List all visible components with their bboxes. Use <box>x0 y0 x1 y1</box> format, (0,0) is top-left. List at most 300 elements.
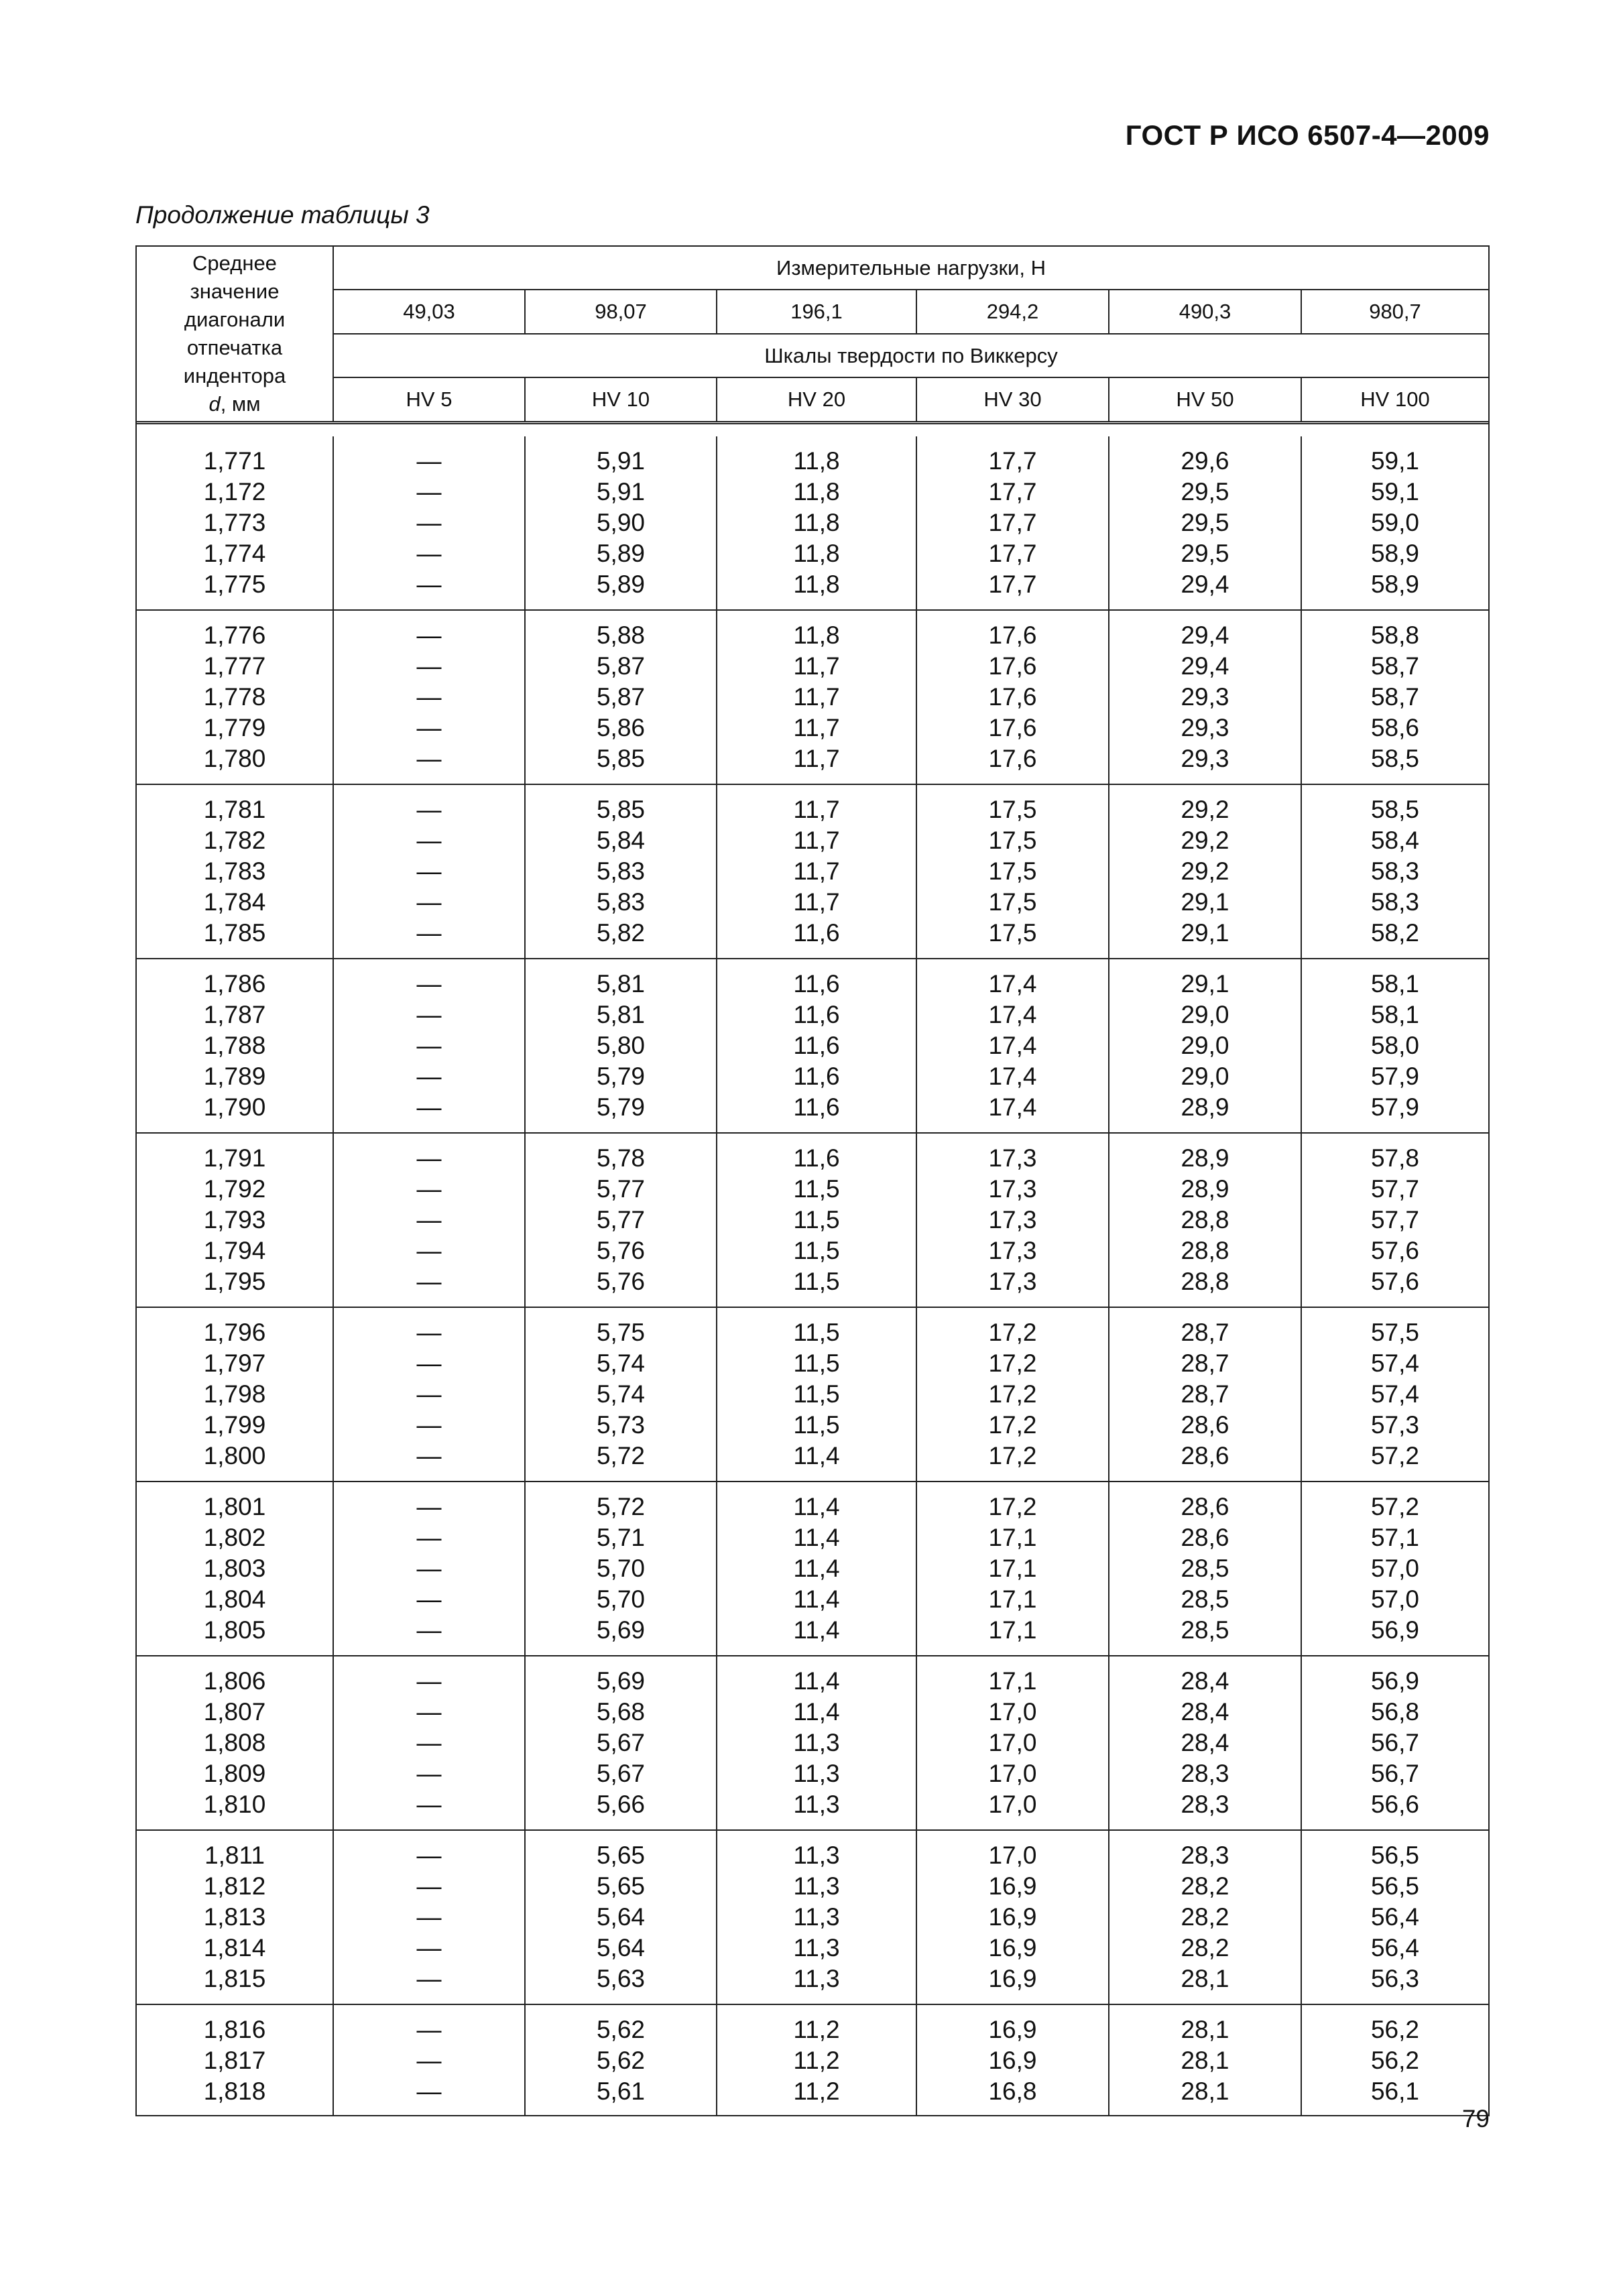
diagonal-value: 1,796 <box>203 1319 266 1346</box>
hardness-value: 5,84 <box>596 827 645 854</box>
hardness-cell <box>1301 959 1488 1133</box>
hardness-value: 28,7 <box>1181 1380 1229 1408</box>
hardness-value: 56,2 <box>1370 2016 1419 2043</box>
hardness-value: 11,6 <box>793 1032 840 1059</box>
hardness-value: 57,9 <box>1370 1093 1419 1121</box>
hardness-value: 5,72 <box>596 1493 645 1520</box>
hardness-value: 57,9 <box>1370 1063 1419 1090</box>
hardness-value: 17,2 <box>988 1442 1037 1469</box>
hardness-value: 11,4 <box>793 1667 840 1695</box>
hardness-cell <box>333 2004 525 2115</box>
hardness-value: 17,6 <box>988 652 1037 680</box>
hardness-value: 28,9 <box>1181 1093 1229 1121</box>
hardness-value: — <box>416 827 442 854</box>
diagonal-cell <box>137 1133 333 1307</box>
hardness-value: 5,76 <box>596 1268 645 1295</box>
hardness-value: 17,0 <box>988 1760 1037 1787</box>
hardness-value: 5,81 <box>596 1001 645 1028</box>
hardness-value: 11,4 <box>793 1555 840 1582</box>
hardness-value: 59,1 <box>1370 478 1419 505</box>
diagonal-value: 1,788 <box>203 1032 266 1059</box>
hardness-value: 5,65 <box>596 1872 645 1900</box>
diagonal-cell <box>137 610 333 784</box>
hardness-cell <box>1301 1830 1488 2004</box>
hardness-cell <box>1109 1830 1301 2004</box>
hardness-value: — <box>416 857 442 885</box>
scale-label: HV 30 <box>916 377 1109 422</box>
hardness-value: 11,7 <box>793 652 840 680</box>
hardness-value: 17,3 <box>988 1237 1037 1264</box>
hardness-value: 57,6 <box>1370 1237 1419 1264</box>
hardness-cell <box>916 2004 1109 2115</box>
hardness-value: 17,2 <box>988 1411 1037 1439</box>
hardness-value: 11,6 <box>793 1063 840 1090</box>
hardness-value: 11,5 <box>793 1206 840 1233</box>
hardness-value: 5,66 <box>596 1791 645 1818</box>
load-value: 196,1 <box>717 290 916 333</box>
hardness-value: 16,9 <box>988 2047 1037 2074</box>
hardness-value: 17,4 <box>988 970 1037 998</box>
hardness-cell <box>1301 1656 1488 1830</box>
hardness-cell <box>1301 2004 1488 2115</box>
hardness-cell <box>1109 436 1301 610</box>
hardness-value: 56,5 <box>1370 1841 1419 1869</box>
hardness-value: 28,2 <box>1181 1934 1229 1961</box>
hardness-cell <box>717 784 916 959</box>
hardness-value: — <box>416 1001 442 1028</box>
diagonal-value: 1,774 <box>203 540 266 567</box>
diagonal-value: 1,816 <box>203 2016 266 2043</box>
hardness-value: 11,5 <box>793 1237 840 1264</box>
hardness-value: 17,6 <box>988 714 1037 741</box>
diagonal-column-header <box>137 247 333 423</box>
hardness-value: 59,0 <box>1370 509 1419 536</box>
hardness-value: 29,3 <box>1181 683 1229 711</box>
hardness-value: 56,7 <box>1370 1760 1419 1787</box>
table-row-group <box>137 1307 1488 1482</box>
hardness-value: 5,72 <box>596 1442 645 1469</box>
hardness-value: — <box>416 1032 442 1059</box>
hardness-cell <box>916 436 1109 610</box>
hardness-value: 29,2 <box>1181 827 1229 854</box>
hardness-value: 11,6 <box>793 1001 840 1028</box>
hardness-value: 5,75 <box>596 1319 645 1346</box>
hardness-cell <box>525 1133 717 1307</box>
hardness-value: 29,0 <box>1181 1001 1229 1028</box>
hardness-value: 28,9 <box>1181 1175 1229 1203</box>
load-value: 980,7 <box>1301 290 1488 333</box>
hardness-value: 16,9 <box>988 1903 1037 1931</box>
hardness-value: — <box>416 2077 442 2105</box>
hardness-value: 17,1 <box>988 1585 1037 1613</box>
hardness-value: 56,5 <box>1370 1872 1419 1900</box>
hardness-value: 5,88 <box>596 621 645 649</box>
hardness-value: 17,6 <box>988 745 1037 772</box>
hardness-value: 58,2 <box>1370 919 1419 947</box>
hardness-value: 57,0 <box>1370 1555 1419 1582</box>
table-row-group <box>137 2004 1488 2115</box>
hardness-value: 17,4 <box>988 1063 1037 1090</box>
hardness-value: 5,67 <box>596 1760 645 1787</box>
hardness-value: 11,5 <box>793 1319 840 1346</box>
hardness-cell <box>916 1133 1109 1307</box>
hardness-value: — <box>416 1760 442 1787</box>
table-row-group <box>137 610 1488 784</box>
hardness-cell <box>333 959 525 1133</box>
hardness-value: 17,3 <box>988 1175 1037 1203</box>
hardness-value: 28,1 <box>1181 2047 1229 2074</box>
hardness-value: 28,8 <box>1181 1206 1229 1233</box>
hardness-value: 29,1 <box>1181 919 1229 947</box>
hardness-value: 11,8 <box>793 540 840 567</box>
diagonal-cell <box>137 784 333 959</box>
standard-designation: ГОСТ Р ИСО 6507-4—2009 <box>1125 119 1490 151</box>
hardness-value: 11,3 <box>793 1791 840 1818</box>
table-continuation-label: Продолжение таблицы 3 <box>135 201 430 229</box>
hardness-value: 17,4 <box>988 1093 1037 1121</box>
hardness-value: 16,9 <box>988 1965 1037 1992</box>
hardness-value: 5,83 <box>596 857 645 885</box>
hardness-value: 11,7 <box>793 796 840 823</box>
hardness-value: 5,82 <box>596 919 645 947</box>
hardness-value: 56,7 <box>1370 1729 1419 1756</box>
hardness-value: 28,6 <box>1181 1442 1229 1469</box>
hardness-value: 28,6 <box>1181 1493 1229 1520</box>
hardness-value: 11,4 <box>793 1442 840 1469</box>
hardness-value: 11,7 <box>793 683 840 711</box>
hardness-value: 28,7 <box>1181 1319 1229 1346</box>
diagonal-value: 1,807 <box>203 1698 266 1726</box>
load-value: 294,2 <box>916 290 1109 333</box>
diagonal-value: 1,787 <box>203 1001 266 1028</box>
hardness-cell <box>1301 436 1488 610</box>
hardness-value: 28,3 <box>1181 1841 1229 1869</box>
hardness-value: 17,4 <box>988 1032 1037 1059</box>
load-header: Измерительные нагрузки, Н <box>333 247 1488 290</box>
diagonal-value: 1,812 <box>203 1872 266 1900</box>
hardness-value: 29,6 <box>1181 447 1229 475</box>
hardness-cell <box>717 436 916 610</box>
hardness-cell <box>525 784 717 959</box>
hardness-value: 58,7 <box>1370 652 1419 680</box>
hardness-value: — <box>416 1268 442 1295</box>
hardness-value: — <box>416 540 442 567</box>
hardness-value: 28,3 <box>1181 1760 1229 1787</box>
hardness-value: 56,6 <box>1370 1791 1419 1818</box>
hardness-value: 11,7 <box>793 745 840 772</box>
hardness-value: 5,83 <box>596 888 645 916</box>
hardness-cell <box>1109 959 1301 1133</box>
hardness-value: 56,4 <box>1370 1903 1419 1931</box>
hardness-cell <box>916 1830 1109 2004</box>
table-row-group <box>137 1656 1488 1830</box>
hardness-value: 11,6 <box>793 1144 840 1172</box>
hardness-value: — <box>416 1493 442 1520</box>
hardness-value: 56,9 <box>1370 1667 1419 1695</box>
hardness-value: 28,6 <box>1181 1411 1229 1439</box>
table-row-group <box>137 1830 1488 2004</box>
hardness-value: — <box>416 478 442 505</box>
hardness-value: 57,4 <box>1370 1349 1419 1377</box>
diagonal-value: 1,779 <box>203 714 266 741</box>
hardness-value: — <box>416 1667 442 1695</box>
hardness-value: 56,3 <box>1370 1965 1419 1992</box>
hardness-value: 5,70 <box>596 1585 645 1613</box>
hardness-value: 57,1 <box>1370 1524 1419 1551</box>
hardness-value: 17,0 <box>988 1729 1037 1756</box>
hardness-value: — <box>416 1616 442 1644</box>
hardness-cell <box>916 610 1109 784</box>
hardness-value: 11,3 <box>793 1760 840 1787</box>
hardness-cell <box>1109 1307 1301 1482</box>
hardness-value: 5,70 <box>596 1555 645 1582</box>
hardness-value: 11,8 <box>793 478 840 505</box>
hardness-value: 29,5 <box>1181 478 1229 505</box>
hardness-value: 29,1 <box>1181 970 1229 998</box>
hardness-value: 5,69 <box>596 1667 645 1695</box>
hardness-cell <box>717 1482 916 1656</box>
hardness-value: — <box>416 1729 442 1756</box>
hardness-value: 5,89 <box>596 570 645 598</box>
hardness-value: 29,1 <box>1181 888 1229 916</box>
hardness-cell <box>525 2004 717 2115</box>
hardness-value: 57,8 <box>1370 1144 1419 1172</box>
hardness-cell <box>525 1830 717 2004</box>
hardness-value: 16,9 <box>988 1934 1037 1961</box>
hardness-value: 11,4 <box>793 1585 840 1613</box>
hardness-value: 28,1 <box>1181 1965 1229 1992</box>
diagonal-header-line: Среднее <box>192 251 277 275</box>
hardness-value: 5,62 <box>596 2047 645 2074</box>
hardness-value: 5,64 <box>596 1934 645 1961</box>
hardness-value: 17,5 <box>988 857 1037 885</box>
hardness-value: — <box>416 714 442 741</box>
scale-label: HV 5 <box>333 377 525 422</box>
diagonal-cell <box>137 1307 333 1482</box>
diagonal-value: 1,799 <box>203 1411 266 1439</box>
hardness-cell <box>1109 2004 1301 2115</box>
hardness-value: 5,86 <box>596 714 645 741</box>
hardness-value: 58,6 <box>1370 714 1419 741</box>
diagonal-value: 1,809 <box>203 1760 266 1787</box>
hardness-value: 5,77 <box>596 1175 645 1203</box>
hardness-cell <box>717 2004 916 2115</box>
hardness-cell <box>1109 784 1301 959</box>
hardness-value: 29,3 <box>1181 745 1229 772</box>
hardness-value: 11,3 <box>793 1841 840 1869</box>
diagonal-cell <box>137 2004 333 2115</box>
hardness-value: 17,6 <box>988 621 1037 649</box>
hardness-value: — <box>416 1411 442 1439</box>
hardness-value: 17,3 <box>988 1144 1037 1172</box>
hardness-value: — <box>416 1093 442 1121</box>
hardness-value: 11,3 <box>793 1872 840 1900</box>
hardness-value: 11,6 <box>793 919 840 947</box>
hardness-value: — <box>416 1555 442 1582</box>
hardness-value: 28,4 <box>1181 1729 1229 1756</box>
hardness-value: 16,8 <box>988 2077 1037 2105</box>
hardness-value: 5,85 <box>596 796 645 823</box>
diagonal-value: 1,794 <box>203 1237 266 1264</box>
hardness-cell <box>333 1656 525 1830</box>
hardness-value: 29,5 <box>1181 540 1229 567</box>
hardness-value: — <box>416 1144 442 1172</box>
hardness-cell <box>333 436 525 610</box>
hardness-cell <box>525 1307 717 1482</box>
hardness-value: 5,85 <box>596 745 645 772</box>
diagonal-value: 1,795 <box>203 1268 266 1295</box>
hardness-value: 29,3 <box>1181 714 1229 741</box>
scale-label: HV 10 <box>525 377 717 422</box>
table-row-group <box>137 959 1488 1133</box>
diagonal-header-line: индентора <box>183 364 286 387</box>
hardness-value: 28,1 <box>1181 2077 1229 2105</box>
hardness-value: 11,5 <box>793 1349 840 1377</box>
hardness-value: — <box>416 652 442 680</box>
hardness-value: — <box>416 1063 442 1090</box>
diagonal-value: 1,786 <box>203 970 266 998</box>
hardness-value: 58,5 <box>1370 745 1419 772</box>
hardness-value: 58,8 <box>1370 621 1419 649</box>
diagonal-value: 1,802 <box>203 1524 266 1551</box>
diagonal-value: 1,818 <box>203 2077 266 2105</box>
hardness-value: 17,3 <box>988 1206 1037 1233</box>
hardness-value: 11,6 <box>793 970 840 998</box>
hardness-value: 28,4 <box>1181 1667 1229 1695</box>
diagonal-header-line: отпечатка <box>186 336 283 359</box>
hardness-value: 5,73 <box>596 1411 645 1439</box>
hardness-value: 11,3 <box>793 1965 840 1992</box>
hardness-cell <box>333 610 525 784</box>
diagonal-value: 1,773 <box>203 509 266 536</box>
hardness-value: 17,7 <box>988 540 1037 567</box>
hardness-value: 11,7 <box>793 857 840 885</box>
hardness-value: 29,0 <box>1181 1032 1229 1059</box>
hardness-value: 17,2 <box>988 1380 1037 1408</box>
hardness-value: 58,7 <box>1370 683 1419 711</box>
hardness-cell <box>1109 1133 1301 1307</box>
hardness-cell <box>333 1307 525 1482</box>
hardness-value: — <box>416 1349 442 1377</box>
hardness-cell <box>916 1482 1109 1656</box>
hardness-value: 57,2 <box>1370 1442 1419 1469</box>
hardness-value: 5,61 <box>596 2077 645 2105</box>
hardness-value: — <box>416 1903 442 1931</box>
hardness-value: 5,79 <box>596 1063 645 1090</box>
hardness-cell <box>525 436 717 610</box>
hardness-value: 17,7 <box>988 509 1037 536</box>
hardness-value: 11,7 <box>793 827 840 854</box>
hardness-value: 58,1 <box>1370 1001 1419 1028</box>
hardness-value: 5,80 <box>596 1032 645 1059</box>
hardness-value: 11,8 <box>793 509 840 536</box>
hardness-value: — <box>416 919 442 947</box>
hardness-value: 57,4 <box>1370 1380 1419 1408</box>
hardness-value: 28,2 <box>1181 1903 1229 1931</box>
load-value: 49,03 <box>333 290 525 333</box>
diagonal-cell <box>137 436 333 610</box>
diagonal-value: 1,778 <box>203 683 266 711</box>
hardness-value: 58,1 <box>1370 970 1419 998</box>
hardness-value: 17,4 <box>988 1001 1037 1028</box>
diagonal-value: 1,777 <box>203 652 266 680</box>
hardness-cell <box>717 1307 916 1482</box>
hardness-value: 5,87 <box>596 652 645 680</box>
hardness-cell <box>717 1133 916 1307</box>
scale-label: HV 100 <box>1301 377 1488 422</box>
hardness-cell <box>717 959 916 1133</box>
hardness-value: — <box>416 1380 442 1408</box>
hardness-value: 58,3 <box>1370 857 1419 885</box>
diagonal-value: 1,771 <box>203 447 266 475</box>
hardness-value: 17,5 <box>988 919 1037 947</box>
hardness-value: 5,74 <box>596 1380 645 1408</box>
hardness-value: 29,0 <box>1181 1063 1229 1090</box>
hardness-value: — <box>416 570 442 598</box>
diagonal-value: 1,808 <box>203 1729 266 1756</box>
diagonal-cell <box>137 1482 333 1656</box>
hardness-value: 5,74 <box>596 1349 645 1377</box>
hardness-value: 5,76 <box>596 1237 645 1264</box>
hardness-value: 17,7 <box>988 570 1037 598</box>
hardness-value: 16,9 <box>988 1872 1037 1900</box>
hardness-value: 58,9 <box>1370 540 1419 567</box>
hardness-value: 5,65 <box>596 1841 645 1869</box>
diagonal-header-line: диагонали <box>184 308 286 331</box>
hardness-value: 57,7 <box>1370 1175 1419 1203</box>
hardness-value: 5,87 <box>596 683 645 711</box>
hardness-value: 28,5 <box>1181 1555 1229 1582</box>
hardness-value: 57,7 <box>1370 1206 1419 1233</box>
diagonal-value: 1,804 <box>203 1585 266 1613</box>
hardness-value: — <box>416 1524 442 1551</box>
hardness-value: 17,1 <box>988 1555 1037 1582</box>
hardness-value: 29,2 <box>1181 857 1229 885</box>
hardness-value: — <box>416 1442 442 1469</box>
hardness-value: 5,91 <box>596 447 645 475</box>
hardness-value: 11,4 <box>793 1698 840 1726</box>
hardness-cell <box>1109 1482 1301 1656</box>
diagonal-value: 1,790 <box>203 1093 266 1121</box>
hardness-value: — <box>416 1791 442 1818</box>
hardness-value: 17,1 <box>988 1524 1037 1551</box>
diagonal-value: 1,785 <box>203 919 266 947</box>
hardness-value: 29,5 <box>1181 509 1229 536</box>
hardness-value: 5,69 <box>596 1616 645 1644</box>
hardness-value: 11,8 <box>793 447 840 475</box>
hardness-value: 11,5 <box>793 1380 840 1408</box>
hardness-value: 5,68 <box>596 1698 645 1726</box>
hardness-value: — <box>416 1872 442 1900</box>
hardness-value: 17,1 <box>988 1667 1037 1695</box>
hardness-value: 11,4 <box>793 1616 840 1644</box>
hardness-value: 17,0 <box>988 1841 1037 1869</box>
hardness-value: — <box>416 1175 442 1203</box>
hardness-cell <box>1301 1133 1488 1307</box>
scale-header: Шкалы твердости по Виккерсу <box>333 334 1488 377</box>
diagonal-value: 1,783 <box>203 857 266 885</box>
hardness-value: 28,1 <box>1181 2016 1229 2043</box>
hardness-value: 28,4 <box>1181 1698 1229 1726</box>
hardness-cell <box>916 784 1109 959</box>
hardness-value: 28,3 <box>1181 1791 1229 1818</box>
hardness-cell <box>1301 1482 1488 1656</box>
hardness-value: — <box>416 1934 442 1961</box>
hardness-value: — <box>416 1841 442 1869</box>
hardness-value: 57,3 <box>1370 1411 1419 1439</box>
hardness-value: — <box>416 1585 442 1613</box>
diagonal-value: 1,789 <box>203 1063 266 1090</box>
